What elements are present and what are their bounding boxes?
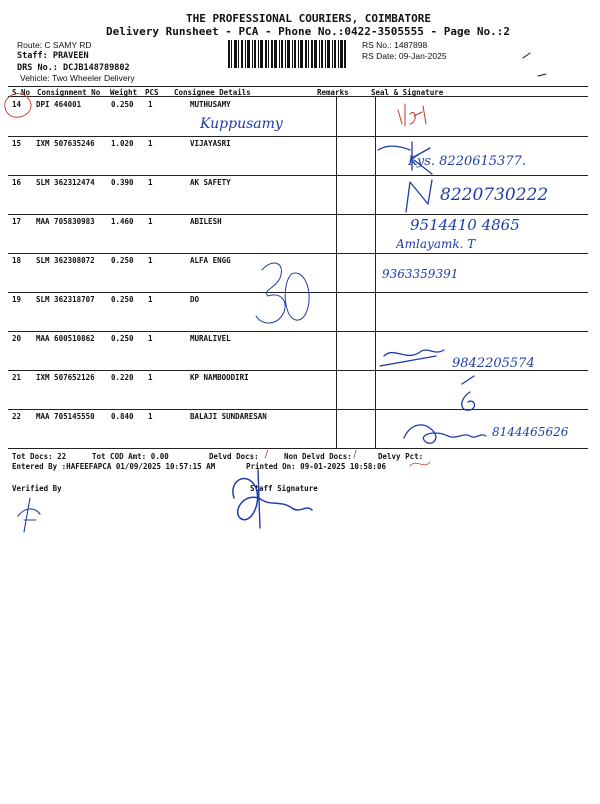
header-pcs: PCS <box>145 88 159 97</box>
delivery-pct: Delvy Pct: <box>378 452 424 461</box>
svg-text:9514410 4865: 9514410 4865 <box>410 216 520 234</box>
row-sno: 22 <box>12 412 22 421</box>
row-consignee: BALAJI SUNDARESAN <box>190 412 267 421</box>
row-sno: 20 <box>12 334 22 343</box>
row-weight: 0.250 <box>111 295 134 304</box>
handwritten-phone-row15 <box>408 148 588 176</box>
handwritten-phone-row18 <box>382 262 492 290</box>
row-consignment: IXM 507635246 <box>36 139 95 148</box>
vehicle-label: Vehicle: Two Wheeler Delivery <box>20 73 135 83</box>
row-weight: 1.460 <box>111 217 134 226</box>
svg-text:9842205574: 9842205574 <box>452 356 535 371</box>
row-pcs: 1 <box>148 373 153 382</box>
row-weight: 0.390 <box>111 178 134 187</box>
header-consignee: Consignee Details <box>174 88 251 97</box>
svg-text:30 <box>286 270 322 303</box>
row-pcs: 1 <box>148 256 153 265</box>
svg-text:Kuppusamy: Kuppusamy <box>200 116 283 132</box>
delivered-docs: Delvd Docs: <box>209 452 259 461</box>
row-consignee: ABILESH <box>190 217 222 226</box>
handwritten-name-row17 <box>396 232 536 260</box>
total-docs: Tot Docs: 22 <box>12 452 67 461</box>
row-sno: 15 <box>12 139 22 148</box>
row-weight: 0.840 <box>111 412 134 421</box>
row-sno: 16 <box>12 178 22 187</box>
handwritten-name-row14 <box>200 112 300 140</box>
handwritten-phone-row20 <box>452 350 592 378</box>
rs-date: RS Date: 09-Jan-2025 <box>362 51 447 61</box>
row-weight: 1.020 <box>111 139 134 148</box>
row-pcs: 1 <box>148 178 153 187</box>
row-sno: 14 <box>12 100 22 109</box>
row-weight: 0.220 <box>111 373 134 382</box>
svg-text:8144465626: 8144465626 <box>492 425 569 439</box>
printed-on: Printed On: 09-01-2025 10:58:06 <box>246 462 386 471</box>
header-seal: Seal & Signature <box>371 88 444 97</box>
row-consignment: DPI 464001 <box>36 100 82 109</box>
row-pcs: 1 <box>148 217 153 226</box>
row-sno: 21 <box>12 373 22 382</box>
header-weight: Weight <box>110 88 138 97</box>
svg-text:Amlayamk. T: Amlayamk. T <box>396 237 476 251</box>
header-remarks: Remarks <box>317 88 349 97</box>
entered-by: Entered By :HAFEEFAPCA 01/09/2025 10:57:15 AM <box>12 462 216 471</box>
row-pcs: 1 <box>148 139 153 148</box>
row-sno: 19 <box>12 295 22 304</box>
row-consignee: VIJAYASRI <box>190 139 231 148</box>
row-sno: 17 <box>12 217 22 226</box>
staff-label: Staff: PRAVEEN <box>17 51 89 61</box>
row-consignment: SLM 362308072 <box>36 256 95 265</box>
row-consignee: AK SAFETY <box>190 178 231 187</box>
row-weight: 0.250 <box>111 100 134 109</box>
header-sno: S No <box>12 88 31 97</box>
row-pcs: 1 <box>148 295 153 304</box>
row-sno: 18 <box>12 256 22 265</box>
row-consignment: MAA 600510862 <box>36 334 95 343</box>
company-title: THE PROFESSIONAL COURIERS, COIMBATORE <box>186 12 432 25</box>
verified-by-label: Verified By <box>12 484 62 493</box>
runsheet-subtitle: Delivery Runsheet - PCA - Phone No.:0422-3505555 - Page No.:2 <box>106 25 510 38</box>
header-consignment: Consignment No <box>37 88 101 97</box>
non-delivered-docs: Non Delvd Docs: <box>284 452 352 461</box>
drs-number: DRS No.: DCJB148789802 <box>17 63 130 73</box>
row-consignee: KP NAMBOODIRI <box>190 373 249 382</box>
svg-text:Kys. 8220615377.: Kys. 8220615377. <box>408 154 527 169</box>
svg-text:9363359391: 9363359391 <box>382 267 459 281</box>
row-consignment: IXM 507652126 <box>36 373 95 382</box>
row-consignee: ALFA ENGG <box>190 256 231 265</box>
handwritten-phone-row22 <box>492 420 592 448</box>
handwritten-phone-row16 <box>440 178 600 212</box>
row-weight: 0.250 <box>111 334 134 343</box>
total-cod: Tot COD Amt: 0.00 <box>92 452 169 461</box>
row-consignment: MAA 705145550 <box>36 412 95 421</box>
row-consignee: MUTHUSAMY <box>190 100 231 109</box>
row-weight: 0.250 <box>111 256 134 265</box>
row-pcs: 1 <box>148 334 153 343</box>
row-consignee: MURALIVEL <box>190 334 231 343</box>
row-pcs: 1 <box>148 412 153 421</box>
row-pcs: 1 <box>148 100 153 109</box>
route-label: Route: C SAMY RD <box>17 40 92 50</box>
row-consignee: DO <box>190 295 200 304</box>
row-consignment: MAA 705830983 <box>36 217 95 226</box>
staff-signature-label: Staff Signature <box>250 484 318 493</box>
row-consignment: SLM 362312474 <box>36 178 95 187</box>
rs-number: RS No.: 1487898 <box>362 40 428 50</box>
svg-text:8220730222: 8220730222 <box>440 185 549 205</box>
row-consignment: SLM 362318707 <box>36 295 95 304</box>
